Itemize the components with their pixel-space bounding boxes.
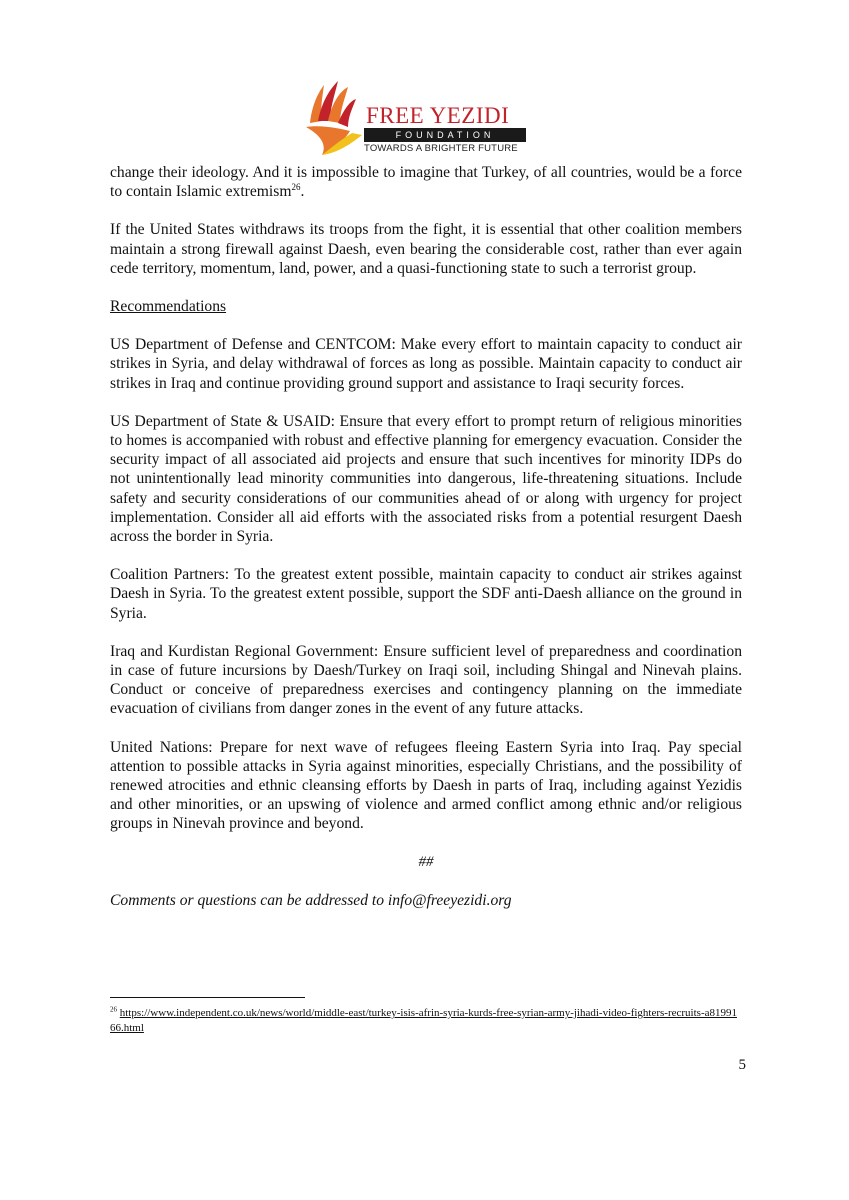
footnote-number: 26: [110, 1005, 117, 1014]
footnote: [110, 1006, 742, 1036]
logo-title: FREE YEZIDI: [366, 103, 510, 128]
recommendation-iraq-krg: Iraq and Kurdistan Regional Government: Ensure sufficient level of preparedness and coordination in case of future incursions by Daesh/Turkey on Iraqi soil, including Shingal and Ninevah plains. Conduct or conceive of preparedness exercises and contingency planning on the immediate evacuation of civilians from danger zones in the event of any future attacks.: [110, 642, 742, 718]
footnote-link[interactable]: https://www.independent.co.uk/news/world/middle-east/turkey-isis-afrin-syria-kurds-free-syrian-army-jihadi-video-fighters-recruits-a8199166.html: [110, 1007, 737, 1034]
page-number: 5: [738, 1057, 746, 1073]
recommendations-heading: Recommendations: [110, 298, 227, 316]
footnote-reference[interactable]: 26: [291, 182, 301, 193]
logo-foundation-band: FOUNDATION: [364, 128, 526, 142]
recommendation-un: United Nations: Prepare for next wave of refugees fleeing Eastern Syria into Iraq. Pay special attention to possible attacks in Syria against minorities, especially Christians, and the possibility of renewed atrocities and ethnic cleansing efforts by Daesh in parts of Iraq, including against Yezidis and other minorities, or an upswing of violence and armed conflict among ethnic and/or religious groups in Ninevah province and beyond.: [110, 738, 742, 833]
closing-contact-line: Comments or questions can be addressed to info@freeyezidi.org: [110, 891, 512, 909]
paragraph-withdrawal: If the United States withdraws its troops from the fight, it is essential that other coalition members maintain a strong firewall against Daesh, even bearing the considerable cost, rather than ever again cede territory, momentum, land, power, and a quasi-functioning state to such a terrorist group.: [110, 221, 742, 277]
paragraph-end: .: [300, 183, 305, 201]
paragraph-text: change their ideology. And it is impossible to imagine that Turkey, of all countries, would be a force to contain Islamic extremism: [110, 164, 742, 201]
recommendation-dod: US Department of Defense and CENTCOM: Make every effort to maintain capacity to conduct air strikes in Syria, and delay withdrawal of forces as long as possible. Maintain capacity to conduct air strikes in Iraq and continue providing ground support and assistance to Iraqi security forces.: [110, 336, 742, 392]
paragraph-continuation: [110, 163, 742, 201]
logo-tagline: TOWARDS A BRIGHTER FUTURE: [364, 143, 518, 154]
hand-wings-logo-icon: [304, 75, 368, 161]
free-yezidi-logo: [304, 75, 534, 161]
footnote-divider: [110, 997, 305, 998]
body-text: [110, 163, 742, 910]
section-separator: ##: [418, 853, 434, 870]
recommendation-state: US Department of State & USAID: Ensure that every effort to prompt return of religious minorities to homes is accompanied with robust and effective planning for emergency evacuation. Consider the security impact of all associated aid projects and ensure that such incentives for minority IDPs do not unintentionally lead minority communities into dangerous, life-threatening situations. Include safety and security considerations of our communities ahead of or along with urgency for project implementation. Consider all aid efforts with the associated risks from a potential resurgent Daesh across the border in Syria.: [110, 412, 742, 546]
recommendation-coalition: Coalition Partners: To the greatest extent possible, maintain capacity to conduct air strikes against Daesh in Syria. To the greatest extent possible, support the SDF anti-Daesh alliance on the ground in Syria.: [110, 566, 742, 622]
